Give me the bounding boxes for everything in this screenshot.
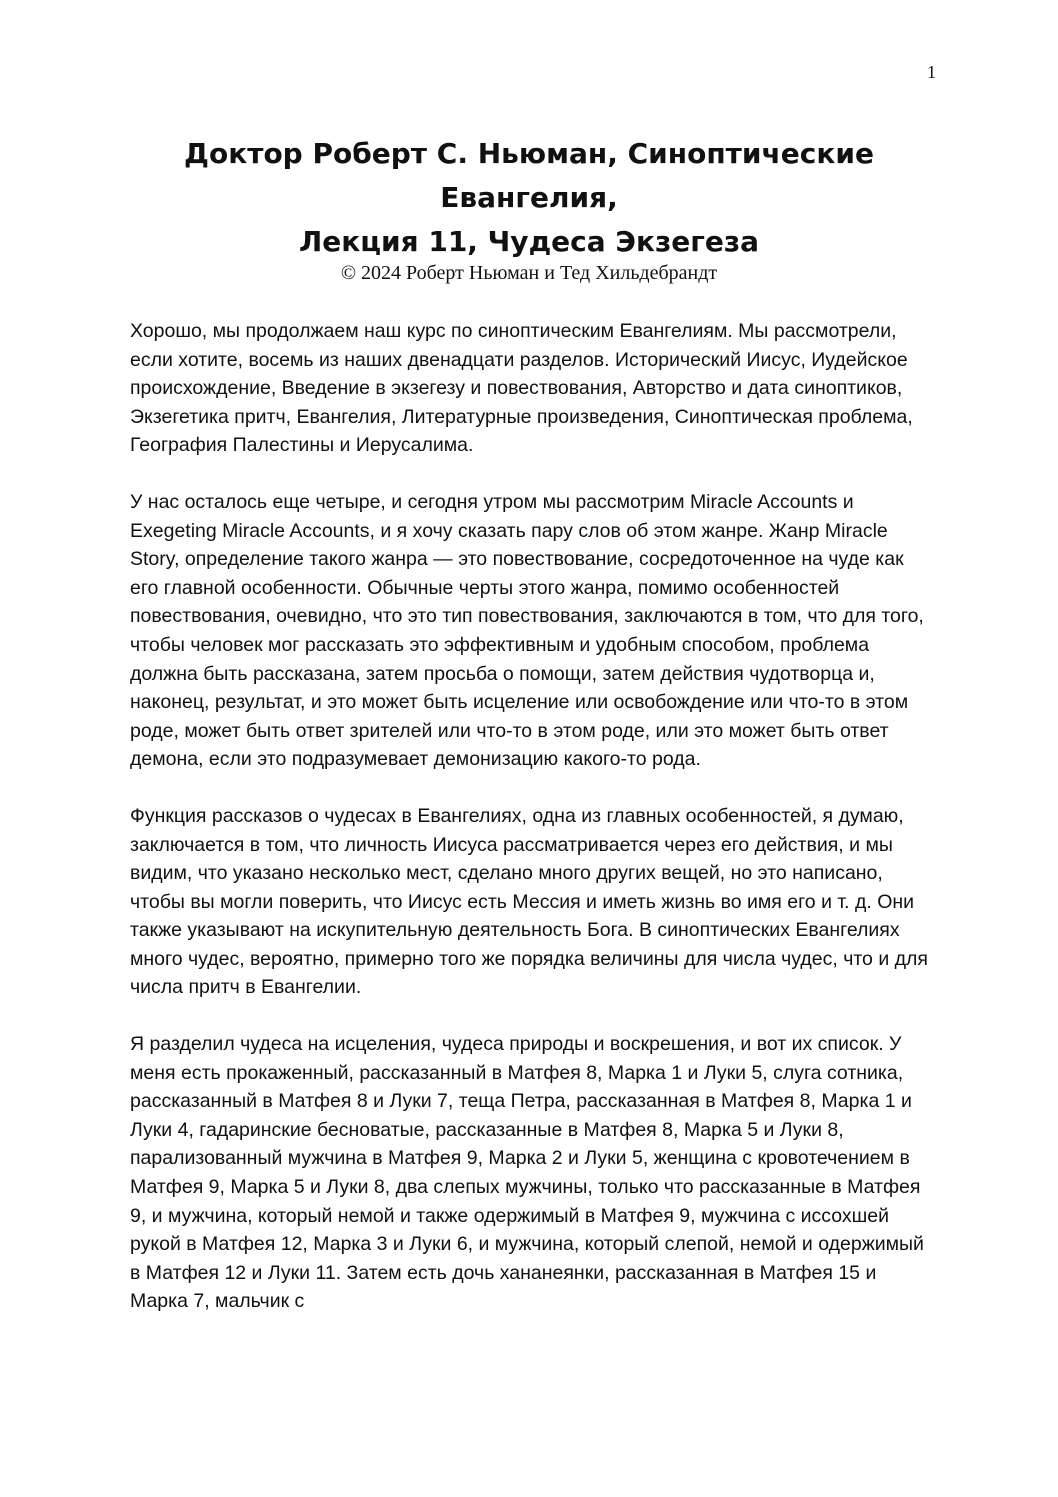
page-number: 1 — [927, 62, 936, 82]
title-line-1: Доктор Роберт С. Ньюман, Синоптические — [184, 137, 874, 170]
paragraph-4: Я разделил чудеса на исцеления, чудеса природы и воскрешения, и вот их список. У меня есть прокаженный, рассказанный в Матфея 8, Марка 1 и Луки 5, слуга сотника, рассказанный в Матфея 8 и Луки 7, теща Петра, рассказанная в Матфея 8, Марка 1 и Луки 4, гадаринские бесноватые, рассказанные в Матфея 8, Марка 5 и Луки 8, парализованный мужчина в Матфея 9, Марка 2 и Луки 5, женщина с кровотечением в Матфея 9, Марка 5 и Луки 8, два слепых мужчины, только что рассказанные в Матфея 9, и мужчина, который немой и также одержимый в Матфея 9, мужчина с иссохшей рукой в Матфея 12, Марка 3 и Луки 6, и мужчина, который слепой, немой и одержимый в Матфея 12 и Луки 11. Затем есть дочь хананеянки, рассказанная в Матфея 15 и Марка 7, мальчик с — [130, 1033, 924, 1313]
copyright-line: © 2024 Роберт Ньюман и Тед Хильдебрандт — [340, 262, 718, 284]
document-body — [130, 317, 936, 1344]
title-line-3: Лекция 11, Чудеса Экзегеза — [298, 225, 760, 258]
paragraph-3: Функция рассказов о чудесах в Евангелиях, одна из главных особенностей, я думаю, заключается в том, что личность Иисуса рассматривается через его действия, и мы видим, что указано несколько мест, сделано много других вещей, но это написано, чтобы вы могли поверить, что Иисус есть Мессия и иметь жизнь во имя его и т. д. Они также указывают на искупительную деятельность Бога. В синоптических Евангелиях много чудес, вероятно, примерно того же порядка величины для числа чудес, что и для числа притч в Евангелии. — [130, 804, 928, 999]
paragraph-1: Хорошо, мы продолжаем наш курс по синоптическим Евангелиям. Мы рассмотрели, если хотите, восемь из наших двенадцати разделов. Исторический Иисус, Иудейское происхождение, Введение в экзегезу и повествования, Авторство и дата синоптиков, Экзегетика притч, Евангелия, Литературные произведения, Синоптическая проблема, География Палестины и Иерусалима. — [130, 320, 913, 457]
document-header — [120, 132, 938, 286]
paragraph-2: У нас осталось еще четыре, и сегодня утром мы рассмотрим Miracle Accounts и Exegeting Miracle Accounts, и я хочу сказать пару слов об этом жанре. Жанр Miracle Story, определение такого жанра — это повествование, сосредоточенное на чуде как его главной особенности. Обычные черты этого жанра, помимо особенностей повествования, очевидно, что это тип повествования, заключаются в том, что для того, чтобы человек мог рассказать это эффективным и удобным способом, проблема должна быть рассказана, затем просьба о помощи, затем действия чудотворца и, наконец, результат, и это может быть исцеление или освобождение или что-то в этом роде, может быть ответ зрителей или что-то в этом роде, или это может быть ответ демона, если это подразумевает демонизацию какого-то рода. — [130, 490, 924, 771]
title-line-2: Евангелия, — [440, 181, 618, 214]
